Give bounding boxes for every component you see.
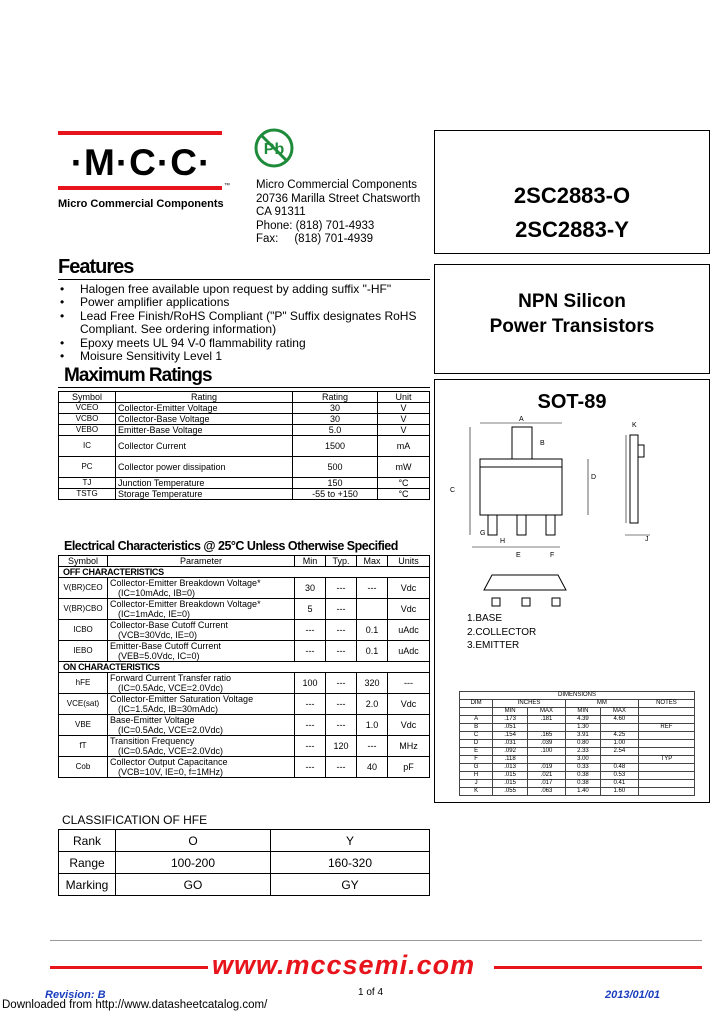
dim-cell: F <box>460 756 493 764</box>
test-condition: (VCB=10V, IE=0, f=1MHz) <box>118 767 223 777</box>
symbol-cell: V(BR)CBO <box>59 599 108 620</box>
dim-cell: 4.39 <box>566 716 601 724</box>
table-row <box>460 780 695 788</box>
unit-cell: mW <box>378 457 430 478</box>
dim-label-e: E <box>516 552 521 559</box>
parameter-cell <box>108 673 295 694</box>
symbol-cell: VBE <box>59 715 108 736</box>
parameter-cell: Collector Current <box>116 436 293 457</box>
table-row <box>59 457 430 478</box>
table-row <box>59 403 430 414</box>
dim-cell: .173 <box>493 716 528 724</box>
dim-cell <box>638 740 694 748</box>
part-number-y: 2SC2883-Y <box>515 217 629 242</box>
table-row <box>460 772 695 780</box>
pin-list <box>467 612 536 653</box>
test-condition: (VEB=5.0Vdc, IC=0) <box>118 651 200 661</box>
parameter-name: Collector-Emitter Saturation Voltage <box>110 694 254 704</box>
symbol-cell: VCBO <box>59 414 116 425</box>
dim-subheader: MIN <box>493 708 528 716</box>
test-condition: (IC=10mAdc, IB=0) <box>118 588 196 598</box>
test-condition: (IC=0.5Adc, VCE=2.0Vdc) <box>118 683 224 693</box>
address-line: 20736 Marilla Street Chatsworth <box>256 192 421 205</box>
symbol-cell: TSTG <box>59 489 116 500</box>
unit-cell: Vdc <box>388 694 430 715</box>
dim-cell: .181 <box>528 716 566 724</box>
table-row <box>460 724 695 732</box>
unit-cell: °C <box>378 478 430 489</box>
dim-label-c: C <box>450 487 456 494</box>
symbol-cell: PC <box>59 457 116 478</box>
y-cell: GY <box>271 874 430 896</box>
trademark: ™ <box>224 183 230 189</box>
test-condition: (IC=1.5Adc, IB=30mAdc) <box>118 704 219 714</box>
min-cell: --- <box>295 694 326 715</box>
feature-item: • Power amplifier applications <box>60 295 230 310</box>
address-line: Phone: (818) 701-4933 <box>256 219 375 232</box>
table-row <box>59 425 430 436</box>
table-row <box>59 830 430 852</box>
typ-cell: --- <box>326 694 357 715</box>
table-row <box>59 694 430 715</box>
features-list <box>60 283 420 363</box>
dim-cell: .165 <box>528 732 566 740</box>
dim-subheader: MAX <box>600 708 638 716</box>
parameter-cell <box>108 694 295 715</box>
min-cell: 100 <box>295 673 326 694</box>
elec-char-title: Electrical Characteristics @ 25°C Unless Otherwise Specified <box>64 539 398 553</box>
dim-cell: .063 <box>528 788 566 796</box>
table-row <box>59 641 430 662</box>
dim-label-g: G <box>480 530 486 537</box>
table-row <box>59 673 430 694</box>
dim-cell: C <box>460 732 493 740</box>
description-line: Power Transistors <box>489 316 655 337</box>
typ-cell: --- <box>326 757 357 778</box>
dim-cell <box>638 732 694 740</box>
mr-header: Rating <box>293 392 378 403</box>
parameter-name: Base-Emitter Voltage <box>110 715 195 725</box>
logo-text: ·M·C·C· <box>70 142 212 183</box>
unit-cell: --- <box>388 673 430 694</box>
symbol-cell: fT <box>59 736 108 757</box>
dim-header: MM <box>566 700 639 708</box>
logo-subtitle: Micro Commercial Components <box>58 198 224 210</box>
value-cell: 150 <box>293 478 378 489</box>
feature-item: • Moisure Sensitivity Level 1 <box>60 349 223 364</box>
package-title: SOT-89 <box>537 391 607 413</box>
parameter-cell: Emitter-Base Voltage <box>116 425 293 436</box>
dim-label-b: B <box>540 440 545 447</box>
dim-cell <box>638 716 694 724</box>
typ-cell: --- <box>326 641 357 662</box>
features-divider <box>58 279 430 280</box>
feature-item: • Epoxy meets UL 94 V-0 flammability rating <box>60 335 306 350</box>
dim-cell: A <box>460 716 493 724</box>
parameter-name: Collector-Base Cutoff Current <box>110 620 228 630</box>
symbol-cell: IEBO <box>59 641 108 662</box>
unit-cell: Vdc <box>388 599 430 620</box>
footer-bar-right <box>494 966 702 969</box>
table-row <box>59 489 430 500</box>
table-row <box>460 740 695 748</box>
unit-cell: uAdc <box>388 641 430 662</box>
symbol-cell: VCEO <box>59 403 116 414</box>
pin-label: 1.BASE <box>467 613 503 624</box>
symbol-cell: VCE(sat) <box>59 694 108 715</box>
dim-cell: TYP <box>638 756 694 764</box>
table-row <box>460 716 695 724</box>
dim-cell: 0.80 <box>566 740 601 748</box>
max-cell: 40 <box>357 757 388 778</box>
classification-title: CLASSIFICATION OF HFE <box>62 813 208 827</box>
dim-cell: 0.33 <box>566 764 601 772</box>
test-condition: (IC=0.5Adc, VCE=2.0Vdc) <box>118 725 224 735</box>
feature-item: • Lead Free Finish/RoHS Compliant ("P" Suffix designates RoHS Compliant. See ordering information) <box>60 308 417 337</box>
parameter-cell: Collector-Base Voltage <box>116 414 293 425</box>
features-title: Features <box>58 256 134 278</box>
test-condition: (VCB=30Vdc, IE=0) <box>118 630 198 640</box>
symbol-cell: IC <box>59 436 116 457</box>
page-number: 1 of 4 <box>358 987 384 998</box>
table-row <box>59 414 430 425</box>
dim-cell <box>528 756 566 764</box>
value-cell: 5.0 <box>293 425 378 436</box>
table-row <box>59 715 430 736</box>
max-cell <box>357 599 388 620</box>
dim-cell: REF <box>638 724 694 732</box>
parameter-name: Transition Frequency <box>110 736 195 746</box>
dim-cell: .013 <box>493 764 528 772</box>
bullet-icon: • <box>60 349 65 364</box>
unit-cell: pF <box>388 757 430 778</box>
footer-bar-left <box>50 966 208 969</box>
section-title: OFF CHARACTERISTICS <box>59 567 430 578</box>
parameter-cell: Collector-Emitter Voltage <box>116 403 293 414</box>
parameter-cell <box>108 736 295 757</box>
unit-cell: Vdc <box>388 578 430 599</box>
symbol-cell: hFE <box>59 673 108 694</box>
parameter-name: Emitter-Base Cutoff Current <box>110 641 221 651</box>
unit-cell: Vdc <box>388 715 430 736</box>
dim-cell <box>638 772 694 780</box>
dim-label-j: J <box>645 536 649 543</box>
max-cell: 2.0 <box>357 694 388 715</box>
typ-cell: --- <box>326 715 357 736</box>
table-row <box>59 757 430 778</box>
value-cell: -55 to +150 <box>293 489 378 500</box>
max-cell: 1.0 <box>357 715 388 736</box>
dim-cell: .039 <box>528 740 566 748</box>
dim-cell: .015 <box>493 780 528 788</box>
table-row <box>460 756 695 764</box>
table-row <box>59 620 430 641</box>
dim-subheader: MAX <box>528 708 566 716</box>
dim-subheader: MIN <box>566 708 601 716</box>
row-label: Range <box>59 852 116 874</box>
typ-cell: --- <box>326 578 357 599</box>
typ-cell: --- <box>326 620 357 641</box>
parameter-name: Collector-Emitter Breakdown Voltage* <box>110 578 261 588</box>
dim-cell <box>638 764 694 772</box>
section-row <box>59 567 430 578</box>
ec-header: Min <box>295 556 326 567</box>
dim-cell: 1.40 <box>566 788 601 796</box>
website-link[interactable]: www.mccsemi.com <box>212 950 476 980</box>
dim-cell: B <box>460 724 493 732</box>
dim-cell: 0.38 <box>566 772 601 780</box>
parameter-cell: Storage Temperature <box>116 489 293 500</box>
unit-cell: V <box>378 414 430 425</box>
dim-cell: 1.00 <box>600 740 638 748</box>
typ-cell: --- <box>326 673 357 694</box>
section-title: ON CHARACTERISTICS <box>59 662 430 673</box>
dim-cell: H <box>460 772 493 780</box>
unit-cell: uAdc <box>388 620 430 641</box>
table-row <box>460 732 695 740</box>
table-row <box>460 764 695 772</box>
min-cell: 30 <box>295 578 326 599</box>
dim-cell: K <box>460 788 493 796</box>
max-cell: --- <box>357 736 388 757</box>
max-cell: 320 <box>357 673 388 694</box>
parameter-cell <box>108 757 295 778</box>
address-line: Micro Commercial Components <box>256 179 418 191</box>
o-cell: GO <box>116 874 271 896</box>
unit-cell: MHz <box>388 736 430 757</box>
dim-cell: .015 <box>493 772 528 780</box>
max-ratings-divider <box>58 387 430 388</box>
bullet-icon: • <box>60 335 65 350</box>
value-cell: 30 <box>293 414 378 425</box>
dim-cell: 2.33 <box>566 748 601 756</box>
part-number-o: 2SC2883-O <box>513 183 631 208</box>
min-cell: --- <box>295 620 326 641</box>
dim-cell: 3.00 <box>566 756 601 764</box>
pb-free-icon <box>253 126 297 170</box>
mr-header: Rating <box>116 392 293 403</box>
company-address <box>256 179 420 247</box>
parameter-cell <box>108 599 295 620</box>
source-link[interactable]: Downloaded from http://www.datasheetcatalog.com/ <box>2 999 268 1011</box>
unit-cell: °C <box>378 489 430 500</box>
dim-cell: 1.30 <box>566 724 601 732</box>
dim-cell <box>638 780 694 788</box>
symbol-cell: V(BR)CEO <box>59 578 108 599</box>
dim-cell: 1.60 <box>600 788 638 796</box>
dim-header: NOTES <box>638 700 694 708</box>
max-cell: --- <box>357 578 388 599</box>
row-label: Marking <box>59 874 116 896</box>
min-cell: --- <box>295 715 326 736</box>
value-cell: 1500 <box>293 436 378 457</box>
dim-label-d: D <box>591 474 597 481</box>
o-cell: O <box>116 830 271 852</box>
part-number-box <box>434 130 710 254</box>
address-line: CA 91311 <box>256 206 306 218</box>
dim-cell: .051 <box>493 724 528 732</box>
dim-cell: D <box>460 740 493 748</box>
dim-cell <box>600 724 638 732</box>
parameter-name: Collector-Emitter Breakdown Voltage* <box>110 599 261 609</box>
dim-cell: .055 <box>493 788 528 796</box>
dim-cell: E <box>460 748 493 756</box>
max-ratings-table <box>58 391 430 500</box>
bullet-icon: • <box>60 295 65 310</box>
bullet-icon: • <box>60 282 65 296</box>
dim-cell: J <box>460 780 493 788</box>
parameter-cell: Collector power dissipation <box>116 457 293 478</box>
logo-bottom-bar <box>58 186 222 190</box>
max-cell: 0.1 <box>357 641 388 662</box>
test-condition: (IC=0.5Adc, VCE=2.0Vdc) <box>118 746 224 756</box>
min-cell: --- <box>295 641 326 662</box>
parameter-cell <box>108 641 295 662</box>
ec-header: Typ. <box>326 556 357 567</box>
sot89-outline-drawing <box>440 415 702 615</box>
revision-label: Revision: B <box>45 989 106 1001</box>
dim-cell: G <box>460 764 493 772</box>
elec-char-table <box>58 555 430 778</box>
table-row <box>59 874 430 896</box>
dim-cell: 4.25 <box>600 732 638 740</box>
dim-cell: .154 <box>493 732 528 740</box>
dim-cell: .019 <box>528 764 566 772</box>
dimensions-title: DIMENSIONS <box>460 692 695 700</box>
dim-cell: .092 <box>493 748 528 756</box>
dim-label-a: A <box>519 416 524 423</box>
dim-label-k: K <box>632 422 637 429</box>
unit-cell: V <box>378 403 430 414</box>
dim-cell: .021 <box>528 772 566 780</box>
dim-cell: 2.54 <box>600 748 638 756</box>
parameter-cell <box>108 715 295 736</box>
dimensions-table <box>459 691 695 796</box>
ec-header: Symbol <box>59 556 108 567</box>
y-cell: 160-320 <box>271 852 430 874</box>
parameter-cell: Junction Temperature <box>116 478 293 489</box>
table-row <box>59 436 430 457</box>
dim-cell <box>528 724 566 732</box>
value-cell: 500 <box>293 457 378 478</box>
table-row <box>460 748 695 756</box>
ec-header: Parameter <box>108 556 295 567</box>
dim-header: INCHES <box>493 700 566 708</box>
table-row <box>59 578 430 599</box>
table-row <box>59 736 430 757</box>
dim-cell: 4.60 <box>600 716 638 724</box>
table-row <box>59 852 430 874</box>
mr-header: Symbol <box>59 392 116 403</box>
parameter-cell <box>108 620 295 641</box>
dim-cell: .031 <box>493 740 528 748</box>
typ-cell: --- <box>326 599 357 620</box>
dim-cell <box>638 748 694 756</box>
address-line: Fax: (818) 701-4939 <box>256 233 373 245</box>
parameter-name: Collector Output Capacitance <box>110 757 228 767</box>
pb-text: Pb <box>263 141 285 158</box>
mr-header: Unit <box>378 392 430 403</box>
symbol-cell: TJ <box>59 478 116 489</box>
mcc-logo <box>60 132 222 194</box>
dim-label-h: H <box>500 538 506 545</box>
unit-cell: mA <box>378 436 430 457</box>
footer-divider <box>50 940 702 941</box>
symbol-cell: Cob <box>59 757 108 778</box>
dim-cell: .118 <box>493 756 528 764</box>
table-row <box>460 788 695 796</box>
table-row <box>59 478 430 489</box>
description-line: NPN Silicon <box>518 291 626 312</box>
table-row <box>59 599 430 620</box>
dim-subheader <box>460 708 493 716</box>
dim-cell <box>638 788 694 796</box>
ec-header: Max <box>357 556 388 567</box>
dim-cell: 0.53 <box>600 772 638 780</box>
y-cell: Y <box>271 830 430 852</box>
o-cell: 100-200 <box>116 852 271 874</box>
unit-cell: V <box>378 425 430 436</box>
description-box <box>434 264 710 374</box>
revision-date: 2013/01/01 <box>605 989 661 1001</box>
dim-cell: 0.41 <box>600 780 638 788</box>
dim-subheader <box>638 708 694 716</box>
symbol-cell: ICBO <box>59 620 108 641</box>
dim-cell: 0.48 <box>600 764 638 772</box>
min-cell: --- <box>295 757 326 778</box>
min-cell: --- <box>295 736 326 757</box>
pin-label: 3.EMITTER <box>467 640 520 651</box>
dim-cell: .100 <box>528 748 566 756</box>
dim-cell: 0.38 <box>566 780 601 788</box>
symbol-cell: VEBO <box>59 425 116 436</box>
dim-cell: 3.91 <box>566 732 601 740</box>
bullet-icon: • <box>60 308 65 323</box>
pin-label: 2.COLLECTOR <box>467 626 537 638</box>
dim-label-f: F <box>550 552 555 559</box>
section-row <box>59 662 430 673</box>
classification-table <box>58 829 430 896</box>
ec-header: Units <box>388 556 430 567</box>
parameter-cell <box>108 578 295 599</box>
typ-cell: 120 <box>326 736 357 757</box>
value-cell: 30 <box>293 403 378 414</box>
min-cell: 5 <box>295 599 326 620</box>
max-ratings-title: Maximum Ratings <box>64 365 212 386</box>
test-condition: (IC=1mAdc, IE=0) <box>118 609 191 619</box>
parameter-name: Forward Current Transfer ratio <box>110 673 232 683</box>
row-label: Rank <box>59 830 116 852</box>
feature-item: • Halogen free available upon request by adding suffix "-HF" <box>60 282 392 296</box>
dim-header: DIM <box>460 700 493 708</box>
dim-cell <box>600 756 638 764</box>
max-cell: 0.1 <box>357 620 388 641</box>
dim-cell: .017 <box>528 780 566 788</box>
